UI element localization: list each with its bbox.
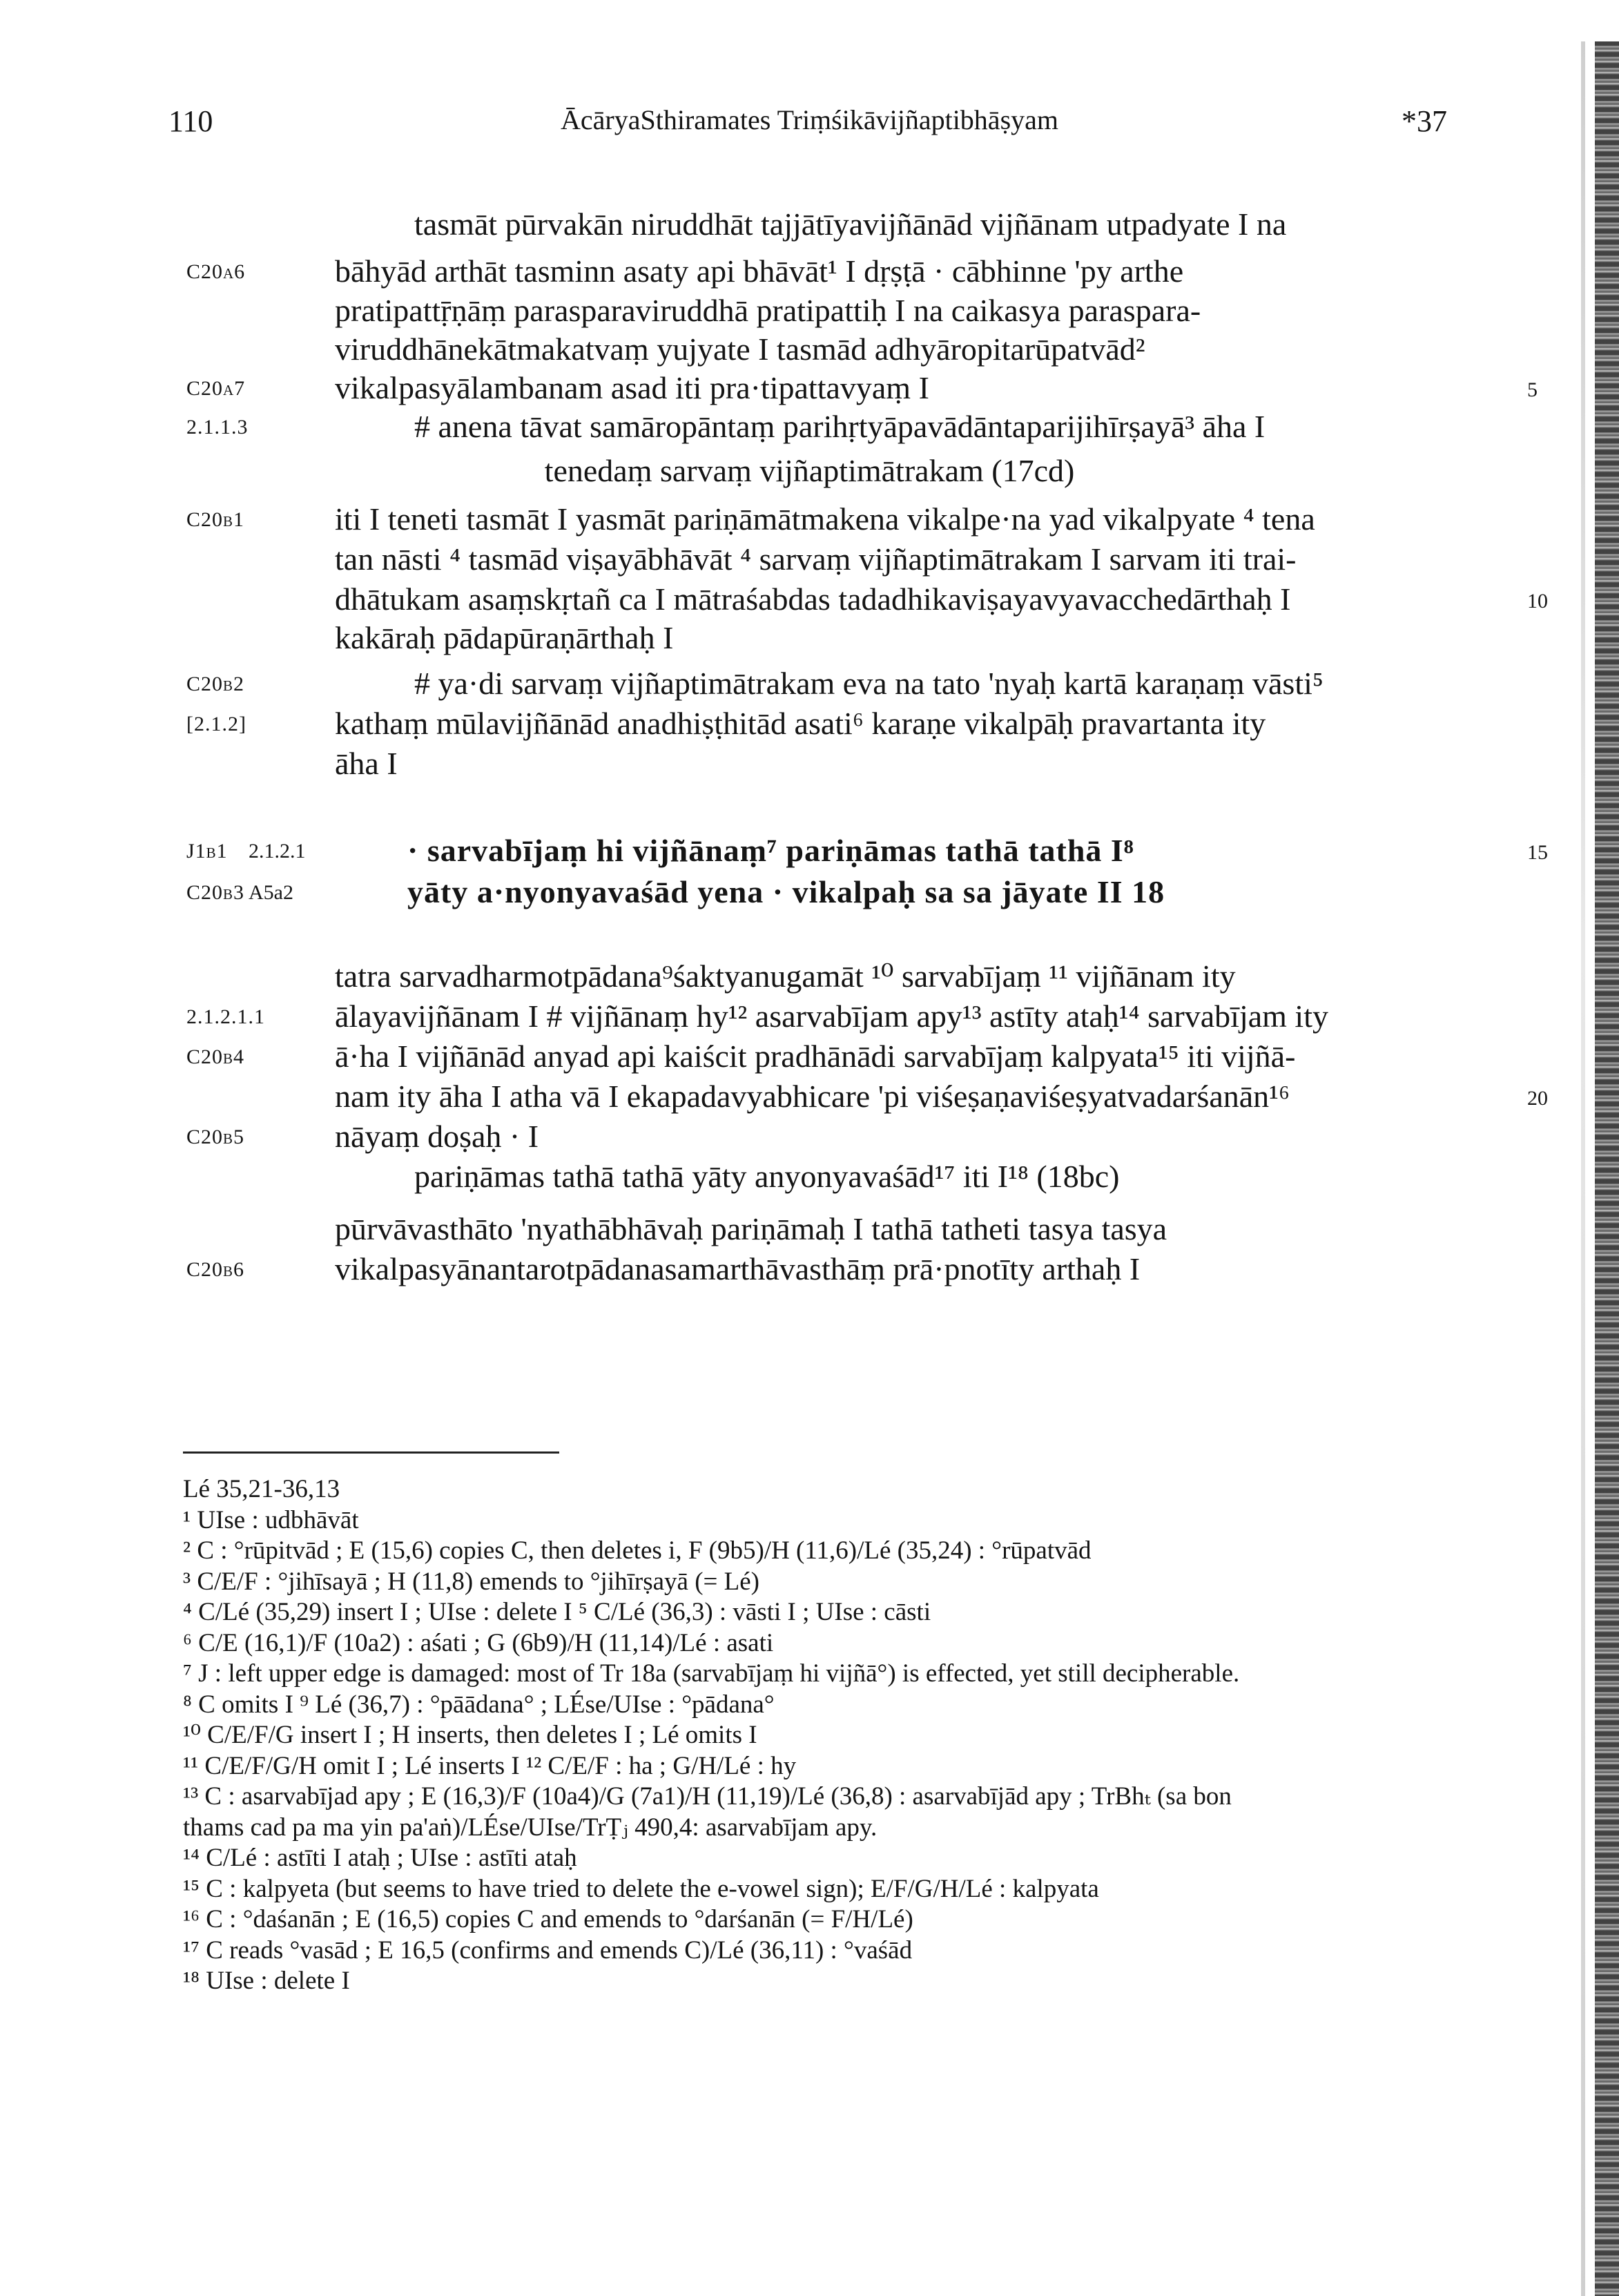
commentary-text: ā·ha I vijñānād anyad api kaiścit pradhānādi sarvabījaṃ kalpyata¹⁵ iti vijñā- bbox=[335, 1039, 1296, 1074]
text-line bbox=[0, 743, 1519, 786]
footnote: ⁶ C/E (16,1)/F (10a2) : aśati ; G (6b9)/H (11,14)/Lé : asati bbox=[183, 1628, 774, 1657]
commentary-text: dhātukam asaṃskṛtañ ca I mātraśabdas tadadhikaviṣayavyavacchedārthaḥ I bbox=[335, 581, 1291, 617]
text-line bbox=[0, 579, 1548, 621]
text-line bbox=[0, 329, 1519, 372]
commentary-text: vikalpasyālambanam asad iti pra·tipattavyaṃ I bbox=[335, 370, 929, 405]
commentary-text: viruddhānekātmakatvaṃ yujyate I tasmād adhyāropitarūpatvād² bbox=[335, 331, 1145, 367]
commentary-text: pariṇāmas tathā tathā yāty anyonyavaśād¹⁷ iti I¹⁸ (18bc) bbox=[414, 1159, 1120, 1194]
text-line bbox=[0, 1156, 1519, 1199]
margin-label: 2.1.1.3 bbox=[186, 416, 249, 438]
commentary-text: nāyaṃ doṣaḥ · I bbox=[335, 1119, 539, 1154]
text-line bbox=[0, 204, 1519, 247]
text-line bbox=[0, 1248, 1519, 1291]
margin-label: [2.1.2] bbox=[186, 713, 246, 735]
line-number: 15 bbox=[1527, 841, 1548, 864]
commentary-text: pūrvāvasthāto 'nyathābhāvaḥ pariṇāmaḥ I tathā tatheti tasya tasya bbox=[335, 1211, 1167, 1246]
page-reference: *37 bbox=[1402, 104, 1447, 138]
text-line bbox=[0, 1208, 1519, 1251]
text-line bbox=[0, 450, 1519, 493]
commentary-text: tasmāt pūrvakān niruddhāt tajjātīyavijñānād vijñānam utpadyate I na bbox=[414, 206, 1287, 242]
footnote: ³ C/E/F : °jihīsayā ; H (11,8) emends to °jihīrṣayā (= Lé) bbox=[183, 1567, 759, 1596]
margin-label: J1b1 bbox=[186, 840, 228, 862]
verse-text: yāty a·nyonyavaśād yena · vikalpaḥ sa sa jāyate II 18 bbox=[407, 874, 1165, 909]
margin-label: C20b3 bbox=[186, 881, 245, 904]
footnote: thams cad pa ma yin pa'aṅ)/LÉse/UIse/TrṬⱼ 490,4: asarvabījam apy. bbox=[183, 1813, 878, 1842]
footnote: ¹⁵ C : kalpyeta (but seems to have tried to delete the e-vowel sign); E/F/G/H/Lé : kalpyata bbox=[183, 1874, 1099, 1903]
line-number: 10 bbox=[1527, 590, 1548, 612]
commentary-text: ālayavijñānam I # vijñānaṃ hy¹² asarvabījam apy¹³ astīty ataḥ¹⁴ sarvabījam ity bbox=[335, 999, 1328, 1034]
margin-sublabel: A5a2 bbox=[249, 881, 293, 904]
commentary-text: kakāraḥ pādapūraṇārthaḥ I bbox=[335, 620, 674, 655]
text-line bbox=[0, 251, 1519, 293]
scan-edge-shadow bbox=[1581, 41, 1585, 2296]
commentary-text: # anena tāvat samāropāntaṃ parihṛtyāpavādāntaparijihīrṣayā³ āha I bbox=[414, 409, 1266, 444]
footnote: ² C : °rūpitvād ; E (15,6) copies C, then deletes i, F (9b5)/H (11,6)/Lé (35,24) : °rūpatvād bbox=[183, 1536, 1092, 1565]
commentary-text: # ya·di sarvaṃ vijñaptimātrakam eva na tato 'nyaḥ kartā karaṇaṃ vāsti⁵ bbox=[414, 666, 1324, 701]
commentary-text: āha I bbox=[335, 746, 398, 781]
footnote: ¹³ C : asarvabījad apy ; E (16,3)/F (10a4)/G (7a1)/H (11,19)/Lé (36,8) : asarvabījād apy ; TrBhₜ (sa bon bbox=[183, 1782, 1232, 1811]
footnote: ⁷ J : left upper edge is damaged: most of Tr 18a (sarvabījaṃ hi vijñā°) is effected, yet still decipherable. bbox=[183, 1659, 1240, 1688]
margin-sublabel: 2.1.2.1 bbox=[249, 840, 306, 862]
text-line bbox=[0, 367, 1538, 410]
footnote: ¹⁰ C/E/F/G insert I ; H inserts, then deletes I ; Lé omits I bbox=[183, 1721, 757, 1749]
commentary-text: tenedaṃ sarvaṃ vijñaptimātrakam (17cd) bbox=[544, 453, 1075, 488]
margin-label: C20b5 bbox=[186, 1126, 245, 1148]
margin-label: C20a7 bbox=[186, 377, 246, 400]
page-number: 110 bbox=[168, 104, 213, 138]
line-number: 20 bbox=[1527, 1087, 1548, 1110]
footnotes bbox=[183, 1474, 1495, 1997]
footnote-source: Lé 35,21-36,13 bbox=[183, 1475, 340, 1503]
footnote: ¹¹ C/E/F/G/H omit I ; Lé inserts I ¹² C/E/F : ha ; G/H/Lé : hy bbox=[183, 1751, 797, 1780]
footnote: ⁴ C/Lé (35,29) insert I ; UIse : delete I ⁵ C/Lé (36,3) : vāsti I ; UIse : cāsti bbox=[183, 1598, 931, 1626]
footnote: ¹⁸ UIse : delete I bbox=[183, 1967, 350, 1995]
commentary-text: kathaṃ mūlavijñānād anadhiṣṭhitād asati⁶ karaṇe vikalpāḥ pravartanta ity bbox=[335, 706, 1266, 741]
text-line bbox=[0, 703, 1519, 746]
margin-label: 2.1.2.1.1 bbox=[186, 1005, 265, 1028]
margin-label: C20b2 bbox=[186, 673, 245, 695]
text-line bbox=[0, 663, 1519, 706]
footnote: ⁸ C omits I ⁹ Lé (36,7) : °pāādana° ; LÉse/UIse : °pādana° bbox=[183, 1690, 775, 1719]
text-line bbox=[0, 406, 1519, 449]
margin-label: C20a6 bbox=[186, 260, 246, 283]
footnote-rule bbox=[183, 1451, 559, 1454]
text-line bbox=[0, 617, 1519, 660]
verse-text: · sarvabījaṃ hi vijñānaṃ⁷ pariṇāmas tathā tathā I⁸ bbox=[407, 833, 1134, 868]
text-line bbox=[0, 1076, 1548, 1119]
text-line bbox=[0, 1116, 1519, 1159]
margin-label: C20b6 bbox=[186, 1258, 245, 1281]
line-number: 5 bbox=[1527, 378, 1538, 401]
commentary-text: tatra sarvadharmotpādana⁹śaktyanugamāt ¹⁰ sarvabījaṃ ¹¹ vijñānam ity bbox=[335, 958, 1236, 994]
commentary-text: nam ity āha I atha vā I ekapadavyabhicare 'pi viśeṣaṇaviśeṣyatvadarśanān¹⁶ bbox=[335, 1079, 1290, 1114]
commentary-text: iti I teneti tasmāt I yasmāt pariṇāmātmakena vikalpe·na yad vikalpyate ⁴ tena bbox=[335, 501, 1315, 537]
margin-label: C20b1 bbox=[186, 508, 245, 531]
commentary-text: bāhyād arthāt tasminn asaty api bhāvāt¹ I dṛṣṭā · cābhinne 'py arthe bbox=[335, 253, 1184, 289]
scan-edge bbox=[1595, 41, 1619, 2296]
commentary-text: pratipattṝṇāṃ parasparaviruddhā pratipattiḥ I na caikasya paraspara- bbox=[335, 293, 1201, 328]
text-line bbox=[0, 539, 1519, 581]
margin-label: C20b4 bbox=[186, 1045, 245, 1068]
text-line bbox=[0, 871, 1519, 914]
text-line bbox=[0, 290, 1519, 333]
text-line bbox=[0, 830, 1548, 873]
footnote: ¹ UIse : udbhāvāt bbox=[183, 1505, 359, 1534]
footnote: ¹⁴ C/Lé : astīti I ataḥ ; UIse : astīti ataḥ bbox=[183, 1844, 577, 1872]
footnote: ¹⁶ C : °daśanān ; E (16,5) copies C and emends to °darśanān (= F/H/Lé) bbox=[183, 1905, 913, 1933]
text-line bbox=[0, 996, 1519, 1039]
text-line bbox=[0, 499, 1519, 541]
commentary-text: vikalpasyānantarotpādanasamarthāvasthāṃ prā·pnotīty arthaḥ I bbox=[335, 1251, 1141, 1286]
running-title: ĀcāryaSthiramates Triṃśikāvijñaptibhāṣyam bbox=[561, 104, 1058, 135]
footnote: ¹⁷ C reads °vasād ; E 16,5 (confirms and emends C)/Lé (36,11) : °vaśād bbox=[183, 1936, 913, 1965]
text-line bbox=[0, 1036, 1519, 1079]
text-line bbox=[0, 956, 1519, 999]
commentary-text: tan nāsti ⁴ tasmād viṣayābhāvāt ⁴ sarvaṃ vijñaptimātrakam I sarvam iti trai- bbox=[335, 541, 1297, 577]
